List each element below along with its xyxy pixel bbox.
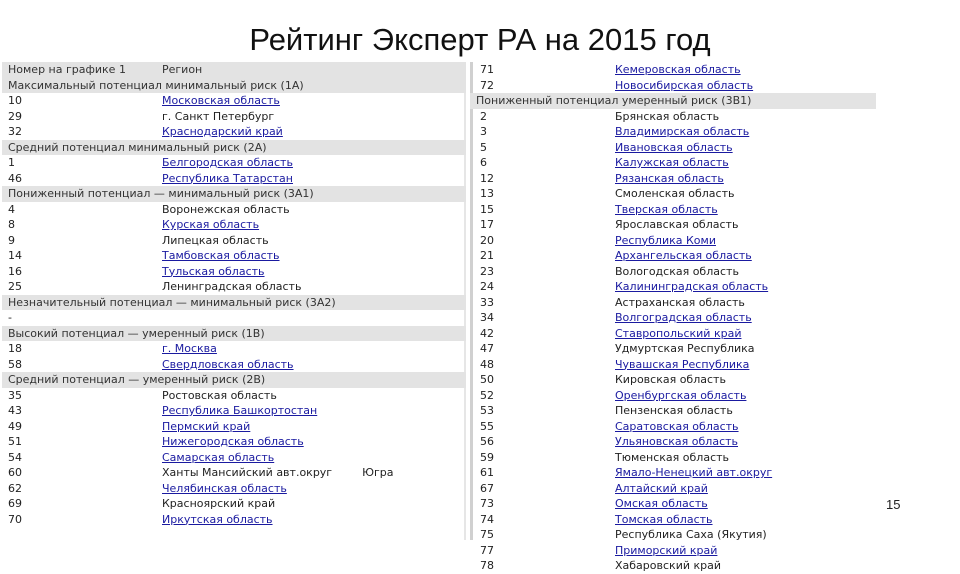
category-header bbox=[2, 295, 466, 311]
table-row bbox=[470, 481, 876, 497]
region-link[interactable]: Краснодарский край bbox=[162, 125, 283, 138]
chart-number: 53 bbox=[480, 404, 494, 417]
table-row bbox=[470, 419, 876, 435]
table-row bbox=[470, 543, 876, 559]
category-header-text: Средний потенциал — умеренный риск (2B) bbox=[8, 373, 266, 386]
table-row bbox=[470, 264, 876, 280]
table-row bbox=[2, 279, 466, 295]
chart-number: - bbox=[8, 311, 12, 324]
region-link[interactable]: г. Москва bbox=[162, 342, 217, 355]
region-link[interactable]: Алтайский край bbox=[615, 481, 708, 495]
region-name: Республика Саха (Якутия) bbox=[615, 528, 767, 541]
category-header-text: Высокий потенциал — умеренный риск (1B) bbox=[8, 326, 265, 340]
region-link[interactable]: Саратовская область bbox=[615, 419, 739, 433]
chart-number: 24 bbox=[480, 280, 494, 293]
chart-number: 29 bbox=[8, 109, 22, 123]
chart-number: 2 bbox=[480, 109, 487, 123]
region-name: Красноярский край bbox=[162, 497, 276, 510]
chart-number: 59 bbox=[480, 450, 494, 464]
chart-number: 50 bbox=[480, 373, 494, 386]
chart-number: 48 bbox=[480, 357, 494, 371]
category-header-text: Средний потенциал минимальный риск (2A) bbox=[8, 140, 267, 154]
table-row bbox=[470, 62, 876, 78]
table-row bbox=[2, 388, 466, 404]
region-link[interactable]: Волгоградская область bbox=[615, 311, 752, 324]
region-name: Ростовская область bbox=[162, 388, 277, 402]
region-link[interactable]: Ульяновская область bbox=[615, 435, 739, 448]
region-link[interactable]: Республика Коми bbox=[615, 233, 716, 247]
region-link[interactable]: Самарская область bbox=[162, 450, 275, 464]
rating-table-right bbox=[470, 62, 876, 574]
region-link[interactable]: Владимирская область bbox=[615, 125, 750, 138]
table-row bbox=[470, 217, 876, 233]
chart-number: 20 bbox=[480, 233, 494, 247]
category-header bbox=[2, 78, 466, 94]
category-header bbox=[470, 93, 876, 109]
chart-number: 52 bbox=[480, 388, 494, 402]
chart-number: 58 bbox=[8, 357, 22, 371]
table-row bbox=[2, 233, 466, 249]
category-header bbox=[2, 62, 466, 78]
region-name: Пензенская область bbox=[615, 404, 733, 417]
chart-number: 8 bbox=[8, 218, 15, 231]
region-name: г. Санкт Петербург bbox=[162, 109, 275, 123]
table-row bbox=[470, 233, 876, 249]
chart-number: 75 bbox=[480, 528, 494, 541]
table-row bbox=[470, 202, 876, 218]
region-name: Тюменская область bbox=[615, 450, 730, 464]
chart-number: 78 bbox=[480, 559, 494, 572]
column-header-region: Регион bbox=[162, 63, 203, 76]
region-name: Ярославская область bbox=[615, 218, 739, 231]
chart-number: 21 bbox=[480, 249, 494, 262]
table-row bbox=[470, 78, 876, 94]
region-link[interactable]: Свердловская область bbox=[162, 357, 294, 371]
table-row bbox=[470, 341, 876, 357]
chart-number: 42 bbox=[480, 326, 494, 340]
table-row bbox=[2, 419, 466, 435]
chart-number: 10 bbox=[8, 94, 22, 107]
region-link[interactable]: Белгородская область bbox=[162, 156, 293, 169]
table-row bbox=[2, 109, 466, 125]
region-link[interactable]: Курская область bbox=[162, 218, 260, 231]
table-row bbox=[470, 140, 876, 156]
chart-number: 23 bbox=[480, 264, 494, 278]
table-row bbox=[2, 434, 466, 450]
table-row bbox=[2, 341, 466, 357]
region-name: Астраханская область bbox=[615, 295, 745, 309]
region-name: Смоленская область bbox=[615, 187, 735, 200]
table-row bbox=[470, 357, 876, 373]
table-row bbox=[2, 496, 466, 512]
chart-number: 3 bbox=[480, 125, 487, 138]
region-link[interactable]: Иркутская область bbox=[162, 512, 273, 526]
category-header bbox=[2, 186, 466, 202]
table-row bbox=[470, 496, 876, 512]
region-link[interactable]: Рязанская область bbox=[615, 171, 724, 185]
rating-table-left bbox=[2, 62, 466, 527]
region-link[interactable]: Томская область bbox=[615, 512, 713, 526]
region-link[interactable]: Ивановская область bbox=[615, 140, 733, 154]
region-link[interactable]: Республика Татарстан bbox=[162, 171, 293, 185]
table-row bbox=[2, 512, 466, 528]
table-row bbox=[2, 465, 466, 481]
chart-number: 32 bbox=[8, 125, 22, 138]
region-link[interactable]: Чувашская Республика bbox=[615, 357, 750, 371]
chart-number: 18 bbox=[8, 342, 22, 355]
chart-number: 16 bbox=[8, 264, 22, 278]
chart-number: 25 bbox=[8, 280, 22, 293]
region-name: Удмуртская Республика bbox=[615, 342, 755, 355]
table-row bbox=[470, 279, 876, 295]
table-row bbox=[2, 124, 466, 140]
region-link[interactable]: Оренбургская область bbox=[615, 388, 747, 402]
chart-number: 72 bbox=[480, 78, 494, 92]
category-header-text: Пониженный потенциал — минимальный риск (3A1) bbox=[8, 187, 314, 200]
table-row bbox=[470, 403, 876, 419]
chart-number: 13 bbox=[480, 187, 494, 200]
table-row bbox=[2, 481, 466, 497]
region-link[interactable]: Тверская область bbox=[615, 202, 718, 216]
table-row bbox=[470, 388, 876, 404]
chart-number: 55 bbox=[480, 419, 494, 433]
chart-number: 14 bbox=[8, 249, 22, 262]
chart-number: 5 bbox=[480, 140, 487, 154]
chart-number: 34 bbox=[480, 311, 494, 324]
chart-number: 17 bbox=[480, 218, 494, 231]
table-row bbox=[470, 186, 876, 202]
chart-number: 15 bbox=[480, 202, 494, 216]
region-link[interactable]: Калужская область bbox=[615, 156, 729, 169]
region-link[interactable]: Кемеровская область bbox=[615, 63, 741, 76]
table-row bbox=[470, 171, 876, 187]
region-link[interactable]: Республика Башкортостан bbox=[162, 404, 318, 417]
chart-number: 43 bbox=[8, 404, 22, 417]
table-row bbox=[2, 403, 466, 419]
category-header-text: Незначительный потенциал — минимальный риск (3A2) bbox=[8, 295, 336, 309]
region-link[interactable]: Калининградская область bbox=[615, 280, 769, 293]
region-name: Ханты Мансийский авт.округ bbox=[162, 466, 333, 479]
table-row bbox=[2, 357, 466, 373]
table-row bbox=[2, 171, 466, 187]
chart-number: 62 bbox=[8, 481, 22, 495]
chart-number: 71 bbox=[480, 63, 494, 76]
table-row bbox=[470, 295, 876, 311]
table-row bbox=[470, 434, 876, 450]
region-link[interactable]: Ямало-Ненецкий авт.округ bbox=[615, 466, 773, 479]
chart-number: 77 bbox=[480, 543, 494, 557]
table-row bbox=[470, 326, 876, 342]
table-row bbox=[470, 124, 876, 140]
category-header bbox=[2, 140, 466, 156]
region-link[interactable]: Тульская область bbox=[162, 264, 265, 278]
category-header bbox=[2, 372, 466, 388]
region-link[interactable]: Ставропольский край bbox=[615, 326, 742, 340]
chart-number: 67 bbox=[480, 481, 494, 495]
table-row bbox=[2, 217, 466, 233]
chart-number: 47 bbox=[480, 342, 494, 355]
region-link[interactable]: Челябинская область bbox=[162, 481, 287, 495]
table-row bbox=[470, 372, 876, 388]
region-extra: Югра bbox=[362, 466, 394, 479]
page-number: 15 bbox=[886, 497, 901, 512]
chart-number: 33 bbox=[480, 295, 494, 309]
region-name: Ленинградская область bbox=[162, 280, 302, 293]
chart-number: 4 bbox=[8, 202, 15, 216]
region-name: Липецкая область bbox=[162, 233, 269, 247]
chart-number: 69 bbox=[8, 497, 22, 510]
chart-number: 54 bbox=[8, 450, 22, 464]
table-row bbox=[470, 109, 876, 125]
region-name: Брянская область bbox=[615, 109, 720, 123]
table-row bbox=[2, 264, 466, 280]
category-header-text: Максимальный потенциал минимальный риск (1A) bbox=[8, 78, 304, 92]
chart-number: 49 bbox=[8, 419, 22, 433]
table-row bbox=[2, 248, 466, 264]
chart-number: 61 bbox=[480, 466, 494, 479]
chart-number: 56 bbox=[480, 435, 494, 448]
chart-number: 51 bbox=[8, 435, 22, 448]
chart-number: 70 bbox=[8, 512, 22, 526]
category-header-text: Пониженный потенциал умеренный риск (3B1) bbox=[476, 94, 752, 107]
table-row bbox=[2, 450, 466, 466]
chart-number: 12 bbox=[480, 171, 494, 185]
table-row bbox=[470, 450, 876, 466]
region-link[interactable]: Нижегородская область bbox=[162, 435, 304, 448]
region-link[interactable]: Архангельская область bbox=[615, 249, 752, 262]
chart-number: 73 bbox=[480, 497, 494, 510]
region-name: Воронежская область bbox=[162, 202, 290, 216]
chart-number: 9 bbox=[8, 233, 15, 247]
region-link[interactable]: Приморский край bbox=[615, 543, 718, 557]
table-row bbox=[470, 155, 876, 171]
region-link[interactable]: Омская область bbox=[615, 497, 708, 510]
table-row bbox=[2, 155, 466, 171]
chart-number: 35 bbox=[8, 388, 22, 402]
table-row bbox=[470, 465, 876, 481]
column-header-number: Номер на графике 1 bbox=[8, 63, 126, 76]
table-row bbox=[2, 202, 466, 218]
chart-number: 74 bbox=[480, 512, 494, 526]
region-link[interactable]: Московская область bbox=[162, 94, 280, 107]
chart-number: 1 bbox=[8, 156, 15, 169]
chart-number: 46 bbox=[8, 171, 22, 185]
region-link[interactable]: Пермский край bbox=[162, 419, 251, 433]
chart-number: 60 bbox=[8, 466, 22, 479]
category-header bbox=[2, 326, 466, 342]
region-name: Кировская область bbox=[615, 373, 726, 386]
region-name: Хабаровский край bbox=[615, 559, 721, 572]
table-row bbox=[470, 248, 876, 264]
region-name: Вологодская область bbox=[615, 264, 739, 278]
table-row bbox=[470, 512, 876, 528]
table-row bbox=[470, 558, 876, 574]
region-link[interactable]: Тамбовская область bbox=[162, 249, 280, 262]
chart-number: 6 bbox=[480, 156, 487, 169]
slide-title: Рейтинг Эксперт РА на 2015 год bbox=[249, 22, 711, 57]
table-row bbox=[2, 93, 466, 109]
table-row bbox=[470, 527, 876, 543]
region-link[interactable]: Новосибирская область bbox=[615, 78, 754, 92]
table-row bbox=[470, 310, 876, 326]
table-row bbox=[2, 310, 466, 326]
